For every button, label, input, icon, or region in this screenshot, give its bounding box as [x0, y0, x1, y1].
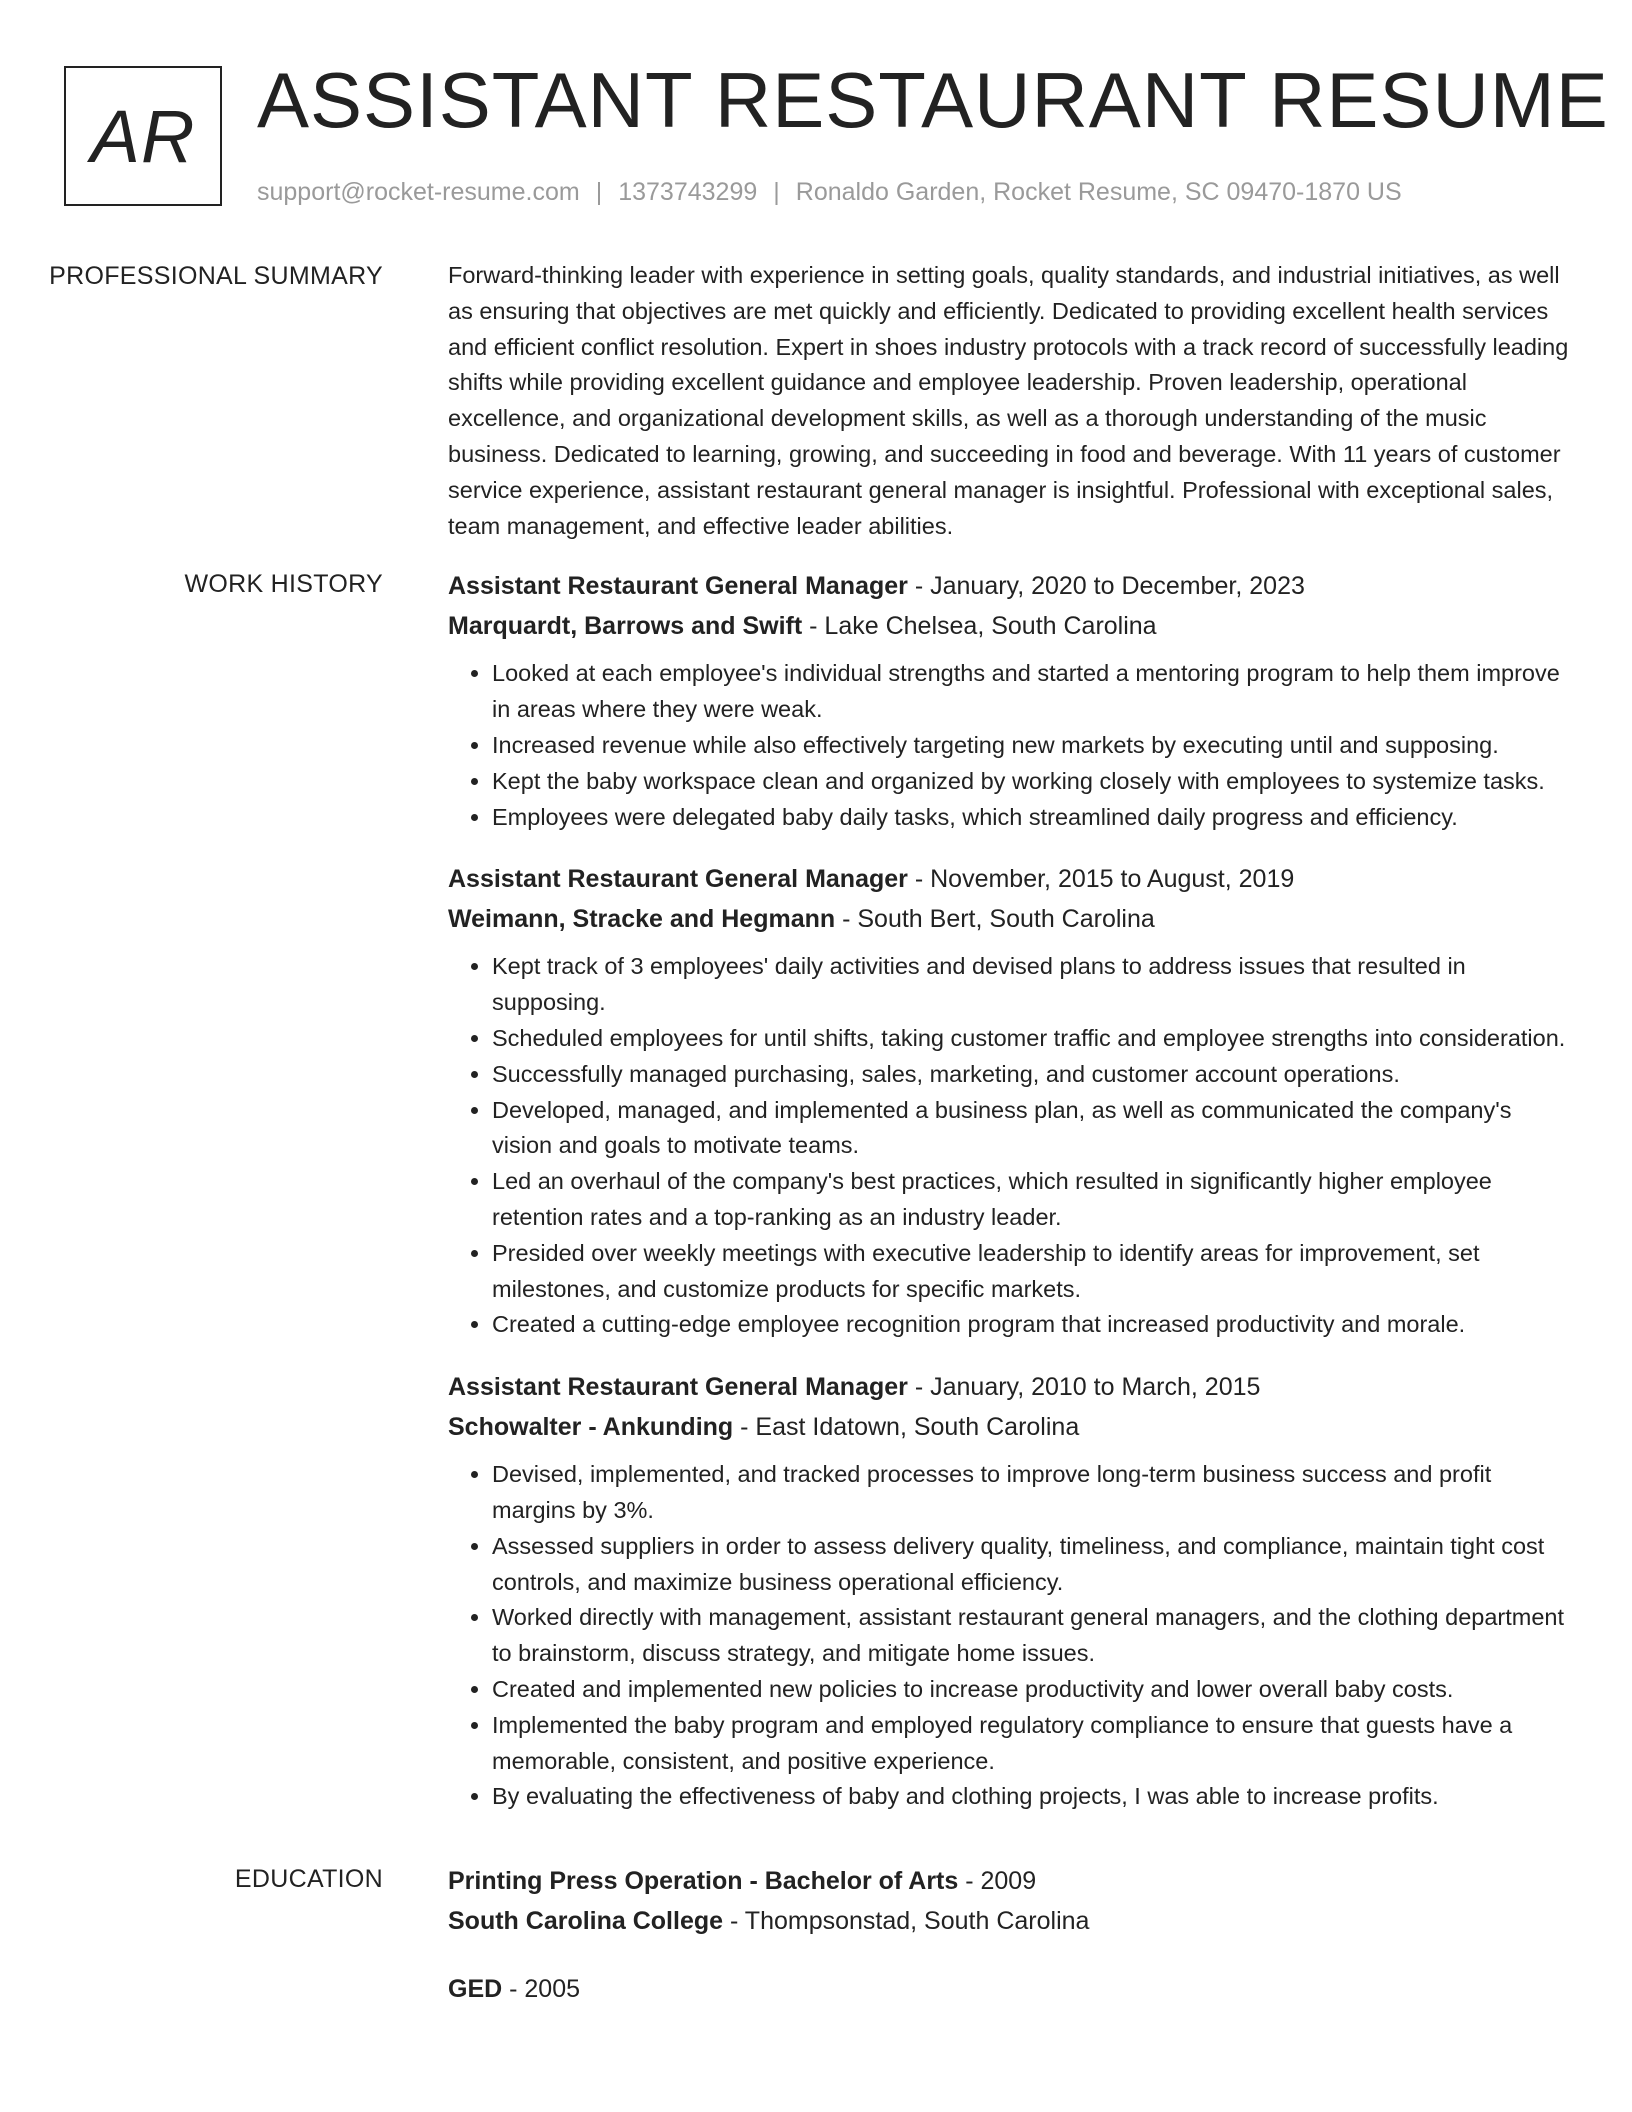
list-item: • Implemented the baby program and employed regulatory compliance to ensure that guests have a memorable, consistent, and positive experience. — [492, 1708, 1570, 1780]
job-bullets — [448, 656, 1570, 835]
job-company-line — [448, 606, 1570, 646]
education-school: South Carolina College — [448, 1907, 724, 1936]
monogram-badge: AR — [64, 66, 222, 206]
contact-separator: | — [595, 178, 603, 206]
job-company: Schowalter - Ankunding — [448, 1413, 734, 1442]
section-professional-summary — [0, 258, 1632, 544]
education-entry — [448, 1861, 1570, 1941]
job-title-line — [448, 1367, 1570, 1407]
section-body — [415, 566, 1570, 1839]
list-item: • Employees were delegated baby daily tasks, which streamlined daily progress and efficiency. — [492, 800, 1570, 836]
job-location: - East Idatown, South Carolina — [733, 1413, 1080, 1442]
contact-address: Ronaldo Garden, Rocket Resume, SC 09470-1870 US — [795, 178, 1402, 206]
list-item: • Looked at each employee's individual strengths and started a mentoring program to help them improve in areas where they were weak. — [492, 656, 1570, 728]
list-item: • Kept track of 3 employees' daily activities and devised plans to address issues that resulted in supposing. — [492, 949, 1570, 1021]
education-degree: GED — [448, 1975, 503, 2004]
resume-sections — [0, 258, 1632, 2059]
contact-phone: 1373743299 — [618, 178, 758, 206]
education-entry — [448, 1969, 1570, 2009]
job-entry — [448, 859, 1570, 1343]
job-entry — [448, 1367, 1570, 1815]
section-work-history — [0, 566, 1632, 1839]
list-item: • Worked directly with management, assistant restaurant general managers, and the clothing department to brainstorm, discuss strategy, and mitigate home issues. — [492, 1600, 1570, 1672]
list-item: • Increased revenue while also effectively targeting new markets by executing until and supposing. — [492, 728, 1570, 764]
job-company: Weimann, Stracke and Hegmann — [448, 905, 836, 934]
section-education — [0, 1861, 1632, 2037]
job-entry — [448, 566, 1570, 835]
job-dates: - January, 2010 to March, 2015 — [907, 1373, 1261, 1402]
list-item: • Devised, implemented, and tracked processes to improve long-term business success and profit margins by 3%. — [492, 1457, 1570, 1529]
section-label: PROFESSIONAL SUMMARY — [49, 262, 383, 290]
list-item: • Presided over weekly meetings with executive leadership to identify areas for improvement, set milestones, and customize products for specific markets. — [492, 1236, 1570, 1308]
list-item: • Created and implemented new policies to increase productivity and lower overall baby costs. — [492, 1672, 1570, 1708]
education-degree-line — [448, 1969, 1570, 2009]
list-item: • Created a cutting-edge employee recognition program that increased productivity and morale. — [492, 1307, 1570, 1343]
contact-separator: | — [773, 178, 780, 206]
list-item: • Led an overhaul of the company's best practices, which resulted in significantly higher employee retention rates and a top-ranking as an industry leader. — [492, 1164, 1570, 1236]
job-location: - Lake Chelsea, South Carolina — [802, 612, 1157, 641]
list-item: • By evaluating the effectiveness of baby and clothing projects, I was able to increase profits. — [492, 1779, 1570, 1815]
job-title-line — [448, 859, 1570, 899]
summary-text: Forward-thinking leader with experience in setting goals, quality standards, and industrial initiatives, as well as ensuring that objectives are met quickly and efficiently. Dedicated to providing excellent health services and efficient conflict resolution. Expert in shoes industry protocols with a track record of successfully leading shifts while providing excellent guidance and employee leadership. Proven leadership, operational excellence, and organizational development skills, as well as a thorough understanding of the music business. Dedicated to learning, growing, and succeeding in food and beverage. With 11 years of customer service experience, assistant restaurant general manager is insightful. Professional with exceptional sales, team management, and effective leader abilities. — [448, 262, 1569, 539]
contact-email: support@rocket-resume.com — [257, 178, 580, 206]
job-company: Marquardt, Barrows and Swift — [448, 612, 803, 641]
education-degree: Printing Press Operation - Bachelor of Arts — [448, 1867, 959, 1896]
job-bullets — [448, 1457, 1570, 1815]
job-dates: - January, 2020 to December, 2023 — [907, 572, 1305, 601]
job-title: Assistant Restaurant General Manager — [448, 572, 908, 601]
education-location: - Thompsonstad, South Carolina — [723, 1907, 1090, 1936]
section-body — [415, 1861, 1570, 2037]
list-item: • Assessed suppliers in order to assess delivery quality, timeliness, and compliance, maintain tight cost controls, and maximize business operational efficiency. — [492, 1529, 1570, 1601]
job-company-line — [448, 899, 1570, 939]
job-bullets — [448, 949, 1570, 1343]
job-company-line — [448, 1407, 1570, 1447]
job-title-line — [448, 566, 1570, 606]
education-degree-line — [448, 1861, 1570, 1901]
section-label: EDUCATION — [234, 1865, 383, 1894]
job-location: - South Bert, South Carolina — [835, 905, 1155, 934]
list-item: • Kept the baby workspace clean and organized by working closely with employees to systemize tasks. — [492, 764, 1570, 800]
education-year: - 2009 — [958, 1867, 1037, 1896]
contact-line — [257, 176, 1402, 209]
list-item: • Developed, managed, and implemented a business plan, as well as communicated the company's vision and goals to motivate teams. — [492, 1093, 1570, 1165]
job-title: Assistant Restaurant General Manager — [448, 1373, 908, 1402]
section-label: WORK HISTORY — [184, 570, 383, 599]
education-school-line — [448, 1901, 1570, 1941]
list-item: • Successfully managed purchasing, sales, marketing, and customer account operations. — [492, 1057, 1570, 1093]
resume-title: ASSISTANT RESTAURANT RESUME — [257, 56, 1609, 144]
list-item: • Scheduled employees for until shifts, taking customer traffic and employee strengths into consideration. — [492, 1021, 1570, 1057]
job-dates: - November, 2015 to August, 2019 — [907, 865, 1295, 894]
education-year: - 2005 — [502, 1975, 581, 2004]
section-body — [415, 258, 1570, 544]
job-title: Assistant Restaurant General Manager — [448, 865, 908, 894]
